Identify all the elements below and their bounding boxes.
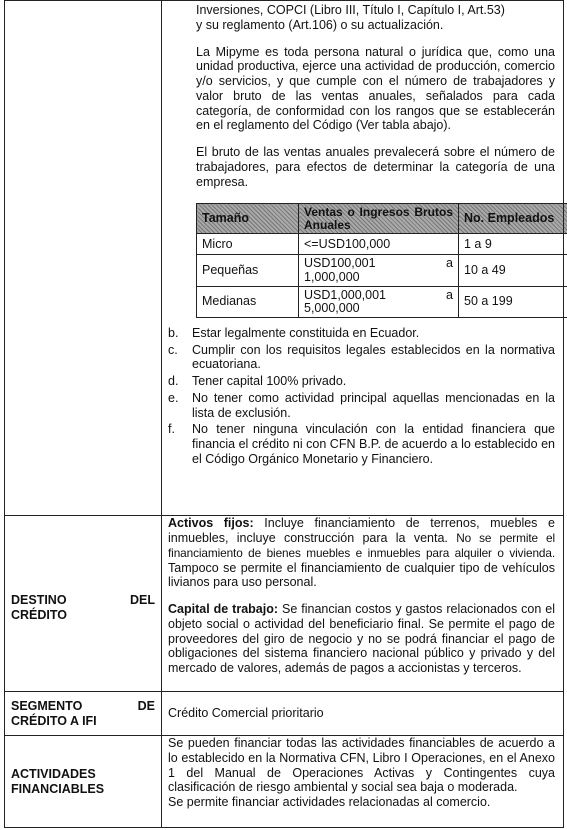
activos-text: Incluye financiamiento de terrenos, muebles e inmuebles, incluye construcción para la venta. <box>168 516 555 545</box>
list-text: Cumplir con los requisitos legales establecidos en la normativa ecuatoriana. <box>192 342 555 372</box>
company-size-table <box>196 203 567 318</box>
list-marker: e. <box>168 390 179 405</box>
destino-label-cell <box>5 516 162 692</box>
destino-label-b: DEL <box>130 592 155 607</box>
segmento-row <box>5 692 564 736</box>
list-marker: c. <box>168 342 178 357</box>
size-cell: Pequeñas <box>197 255 299 286</box>
bruto-paragraph: El bruto de las ventas anuales prevalecerá sobre el número de trabajadores, para efectos de determinar la categoría de una empresa. <box>196 145 555 189</box>
list-text: Tener capital 100% privado. <box>192 374 347 389</box>
actividades-text: Se pueden financiar todas las actividades financiables de acuerdo a lo establecido en la Normativa CFN, Libro I Operaciones, en el Anexo 1 del Manual de Operaciones Activas y Contingentes cuya clasificación de riesgo ambiental y social sea baja o moderada. <box>168 736 555 795</box>
segmento-value: Crédito Comercial prioritario <box>168 706 324 721</box>
list-marker: b. <box>168 325 179 340</box>
size-row-pequenas <box>197 255 567 286</box>
list-text: No tener ninguna vinculación con la entidad financiera que financia el crédito ni con CFN B.P. de acuerdo a lo establecido en el Código Orgánico Monetario y Financiero. <box>192 422 555 466</box>
actividades-content-cell <box>162 736 564 828</box>
actividades-label-a: ACTIVIDADES <box>11 766 96 781</box>
list-item <box>168 391 555 421</box>
list-item <box>168 374 555 389</box>
segmento-label-a: SEGMENTO <box>11 698 83 713</box>
size-cell: Micro <box>197 234 299 255</box>
segmento-label-c: CRÉDITO A IFI <box>11 713 97 728</box>
requirements-list <box>168 326 555 467</box>
segmento-content-cell <box>162 692 564 736</box>
sales-cell: <=USD100,000 <box>299 234 459 255</box>
capital-paragraph <box>168 602 555 676</box>
capital-text: Se financian costos y gastos relacionados con el objeto social o actividad del beneficiario final. Se permite el pago de proveedores del giro de negocio y no se podrá financiar el pago de obligaciones del sistema financiero nacional público y privado y del mercado de valores, además de pagos a accionistas y terceros. <box>168 602 556 676</box>
destino-label-c: CRÉDITO <box>11 607 68 622</box>
list-marker: f. <box>168 422 175 437</box>
destino-row <box>5 516 564 692</box>
list-item <box>168 422 555 466</box>
intro-line-2: y su reglamento (Art.106) o su actualización. <box>196 17 444 32</box>
actividades-text-2: Se permite financiar actividades relacionadas al comercio. <box>168 795 491 809</box>
actividades-label-cell <box>5 736 162 828</box>
employees-cell: 10 a 49 <box>459 255 567 286</box>
sales-to-word: a <box>446 287 453 302</box>
list-marker: d. <box>168 374 179 389</box>
list-item <box>168 343 555 373</box>
beneficiary-label-cell <box>5 1 162 516</box>
list-text: No tener como actividad principal aquellas mencionadas en la lista de exclusión. <box>192 390 555 420</box>
list-item <box>168 326 555 341</box>
activos-text-3: Tampoco se permite el financiamiento de cualquier tipo de vehículos livianos para uso personal. <box>168 560 555 590</box>
beneficiary-content-cell <box>162 1 564 516</box>
size-cell: Medianas <box>197 286 299 317</box>
segmento-label-b: DE <box>137 698 155 713</box>
size-row-medianas <box>197 286 567 317</box>
beneficiary-row <box>5 1 564 516</box>
sales-cell <box>299 286 459 317</box>
list-text: Estar legalmente constituida en Ecuador. <box>192 325 420 340</box>
size-table-header <box>197 204 567 234</box>
activos-paragraph <box>168 516 555 590</box>
sales-to: 1,000,000 <box>304 269 360 284</box>
capital-title: Capital de trabajo: <box>168 602 279 617</box>
intro-block <box>166 3 555 189</box>
actividades-label-b: FINANCIABLES <box>11 781 105 796</box>
destino-content-cell <box>162 516 564 692</box>
segmento-label-cell <box>5 692 162 736</box>
credit-conditions-table <box>4 0 564 828</box>
sales-cell <box>299 255 459 286</box>
intro-line-1: Inversiones, COPCI (Libro III, Título I, Capítulo I, Art.53) <box>196 3 505 17</box>
sales-to-word: a <box>446 256 453 271</box>
activos-text-2: No se permite el financiamiento de bienes muebles e inmuebles para alquiler o vivienda. <box>168 530 555 560</box>
employees-cell: 1 a 9 <box>459 234 567 255</box>
sales-from: USD1,000,001 <box>304 287 387 302</box>
sales-from: USD100,001 <box>304 256 376 271</box>
sales-to: 5,000,000 <box>304 300 360 315</box>
mipyme-paragraph: La Mipyme es toda persona natural o jurídica que, como una unidad productiva, ejerce una actividad de producción, comercio y/o servicios, y que cumple con el número de trabajadores y valor bruto de las ventas anuales, señalados para cada categoría, de conformidad con los rangos que se establecerán en el reglamento del Código (Ver tabla abajo). <box>196 44 555 133</box>
header-sales: Ventas o Ingresos Brutos Anuales <box>299 204 459 234</box>
header-size: Tamaño <box>197 204 299 234</box>
size-row-micro <box>197 234 567 255</box>
destino-label-a: DESTINO <box>11 592 67 607</box>
header-employees: No. Empleados <box>459 204 567 234</box>
activos-title: Activos fijos: <box>168 516 254 530</box>
actividades-row <box>5 736 564 828</box>
employees-cell: 50 a 199 <box>459 286 567 317</box>
